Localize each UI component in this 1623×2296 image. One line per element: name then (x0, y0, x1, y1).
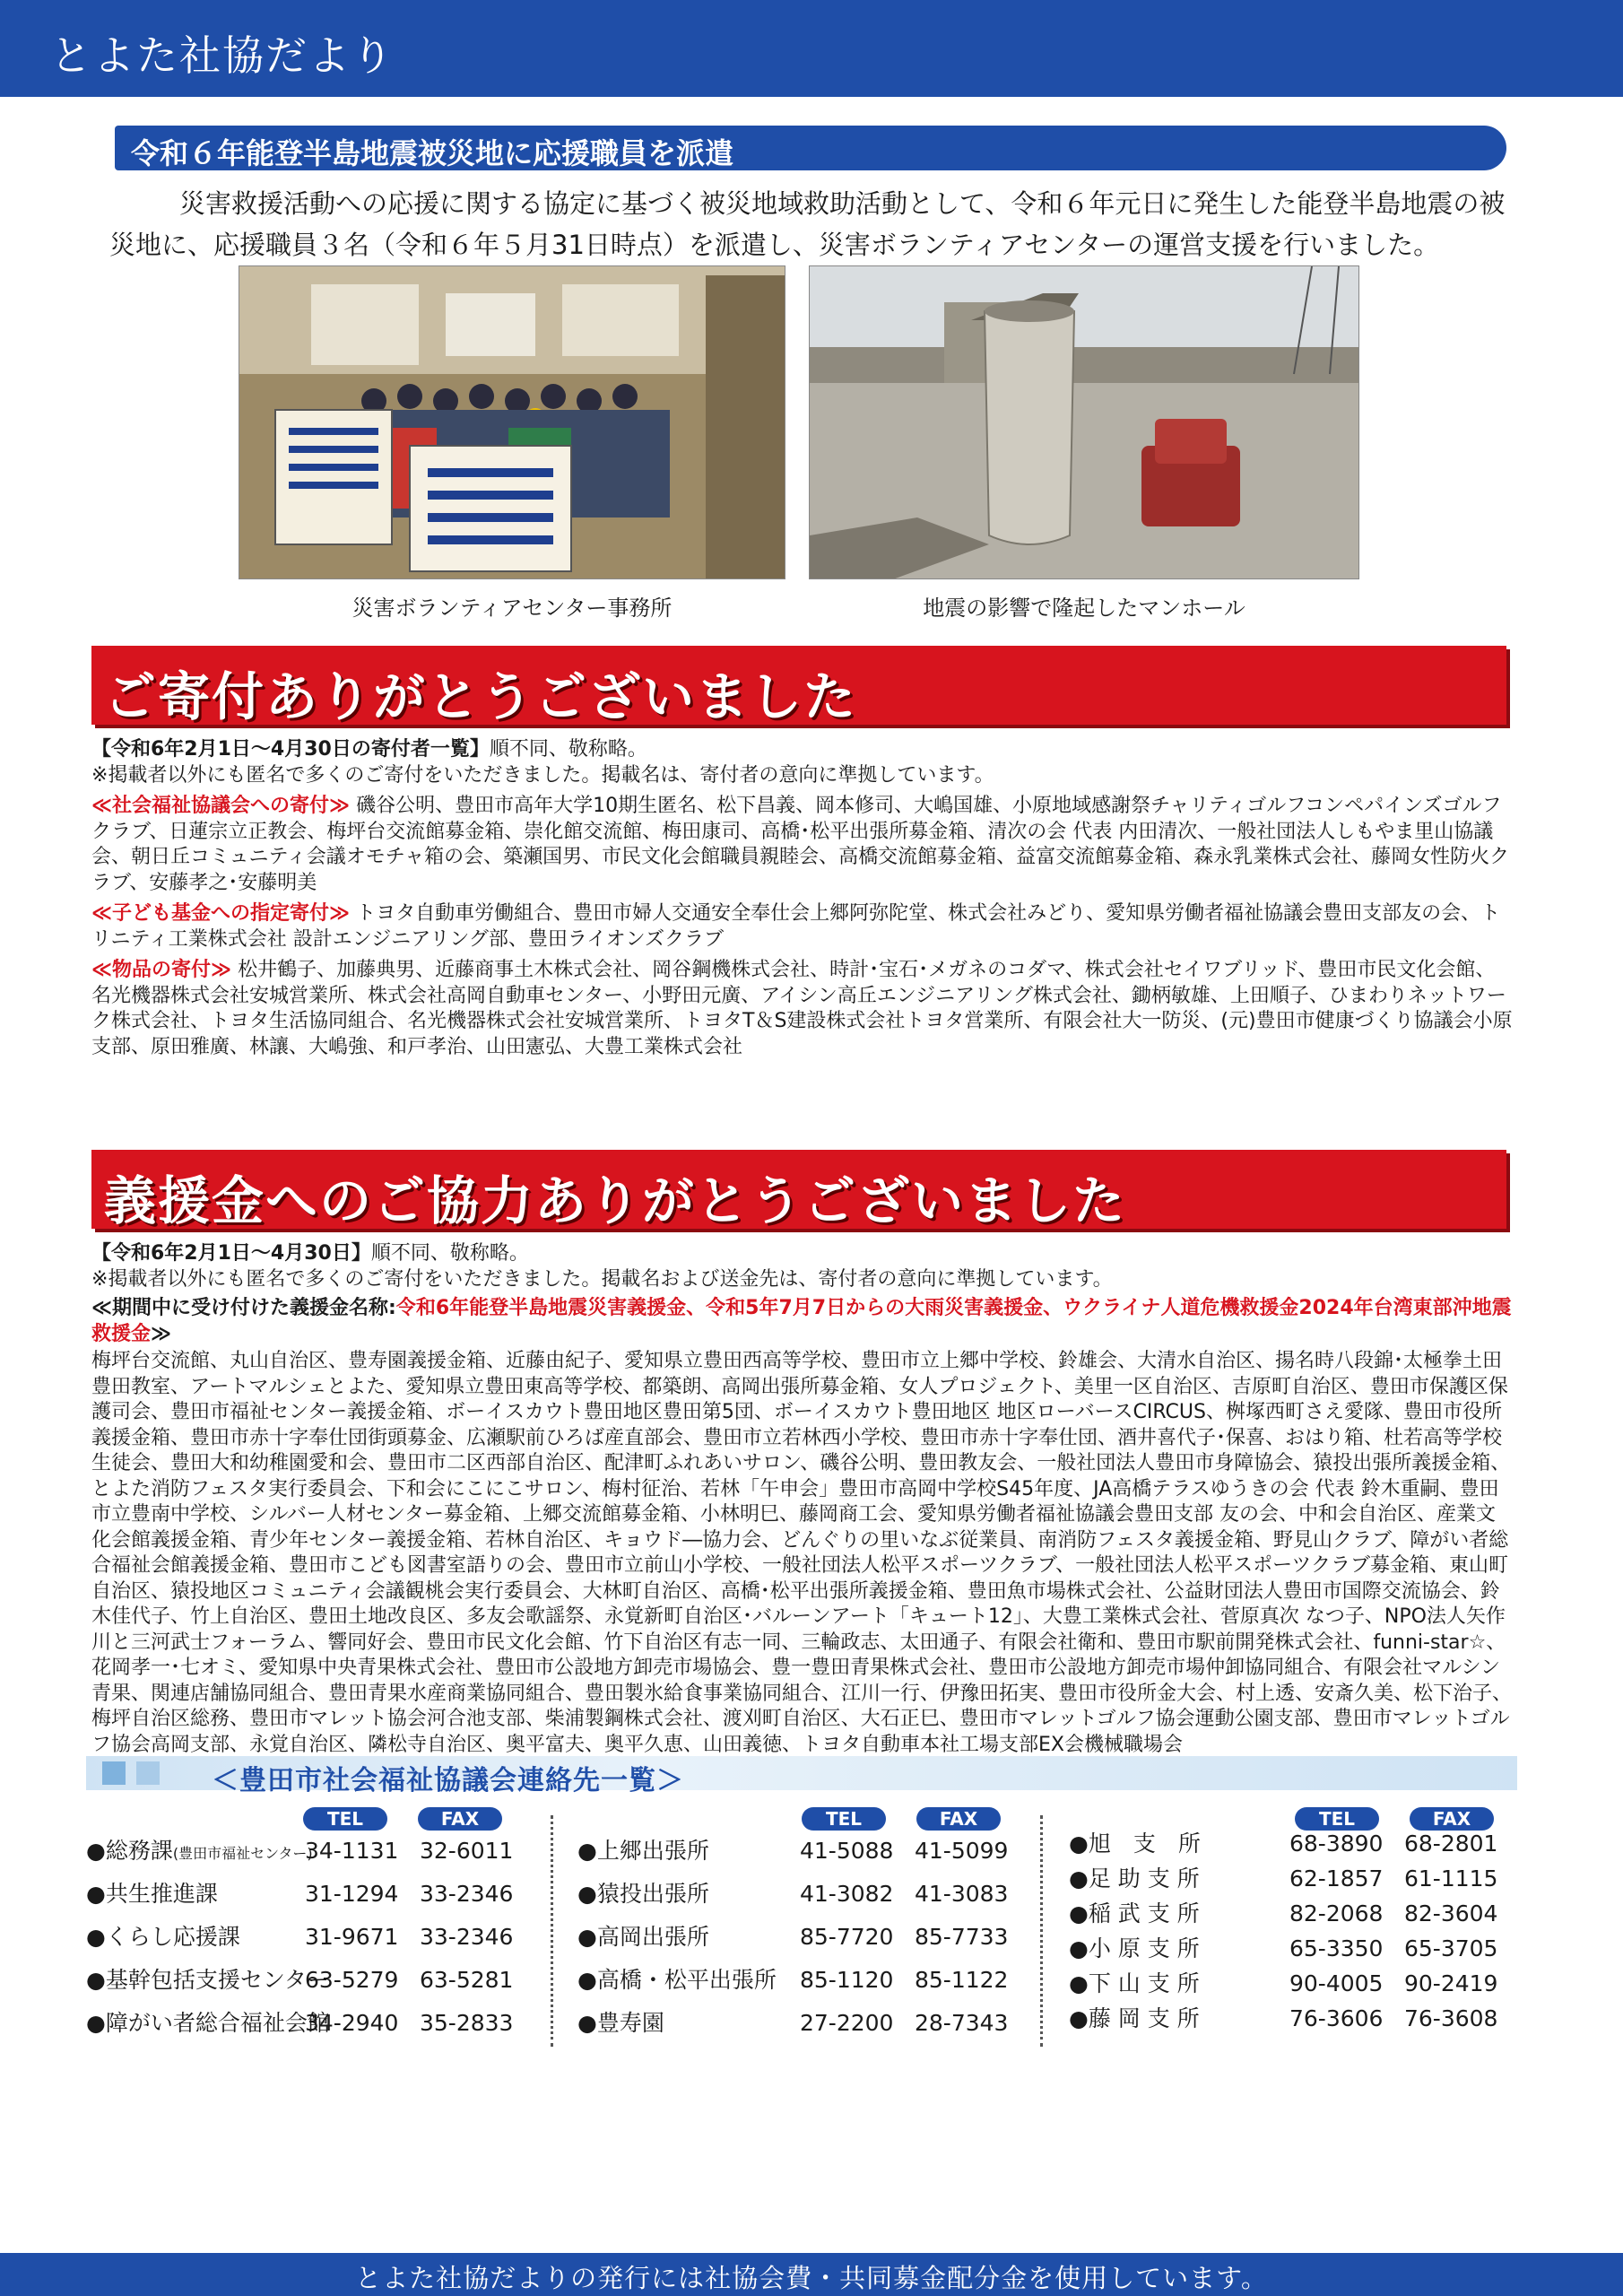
contact-fax: 28-7343 (915, 2010, 1009, 2036)
photo-caption-manhole: 地震の影響で隆起したマンホール (923, 596, 1245, 621)
contact-fax: 68-2801 (1404, 1831, 1498, 1857)
relief-banner-text: 義援金へのご協力ありがとうございました (104, 1170, 1127, 1231)
contact-name: ●高橋・松平出張所 (577, 1967, 777, 1993)
contact-tel: 34-2940 (305, 2010, 399, 2036)
relief-period-line (91, 1241, 1514, 1267)
contact-name: ●高岡出張所 (577, 1924, 709, 1950)
contact-tel: 65-3350 (1289, 1935, 1384, 1961)
photo-caption-volunteer-center: 災害ボランティアセンター事務所 (352, 596, 673, 621)
intro-paragraph: 災害救援活動への応援に関する協定に基づく被災地域救助活動として、令和６年元日に発生した能登半島地震の被災地に、応援職員３名（令和６年５月31日時点）を派遣し、災害ボランティアセンターの運営支援を行いました。 (109, 188, 1506, 260)
relief-funds-label: ≪期間中に受け付けた義援金名称: (91, 1297, 396, 1319)
contact-name: ●障がい者総合福祉会館 (86, 2010, 330, 2036)
relief-funds-line (91, 1296, 1514, 1347)
donation-group-label: ≪物品の寄付≫ (91, 959, 232, 981)
tel-label: TEL (303, 1807, 387, 1831)
donations-period: 【令和6年2月1日～4月30日の寄付者一覧】 (91, 738, 490, 761)
section-heading-text: 令和６年能登半島地震被災地に応援職員を派遣 (131, 136, 734, 170)
donation-group-label: ≪子ども基金への指定寄付≫ (91, 902, 351, 925)
heading-square-decoration (136, 1761, 160, 1785)
donation-group-text: 磯谷公明、豊田市高年大学10期生匿名、松下昌義、岡本修司、大嶋国雄、小原地域感謝祭チャリティゴルフコンペパインズゴルフクラブ、日蓮宗立正教会、梅坪台交流館募金箱、崇化館交流館、梅田康司、高橋･松平出張所募金箱、清次の会 代表 内田清次、一般社団法人しもやま里山協議会、朝日丘コミュニティ会議オモチャ箱の会、築瀬国男、市民文化会館職員親睦会、高橋交流館募金箱、益富交流館募金箱、森永乳業株式会社、藤岡女性防火クラブ、安藤孝之･安藤明美 (91, 795, 1510, 894)
relief-banner (91, 1150, 1506, 1229)
donations-banner (91, 646, 1506, 725)
contact-name: ●小 原 支 所 (1069, 1935, 1200, 1961)
contact-tel: 68-3890 (1289, 1831, 1384, 1857)
contact-fax: 32-6011 (420, 1838, 514, 1864)
donation-group-text: 松井鶴子、加藤典男、近藤商事土木株式会社、岡谷鋼機株式会社、時計･宝石･メガネのコダマ、株式会社セイワブリッド、豊田市民文化会館、名光機器株式会社安城営業所、株式会社高岡自動車センター、小野田元廣、アイシン高丘エンジニアリング株式会社、鋤柄敏雄、上田順子、ひまわりネットワーク株式会社、トヨタ生活協同組合、名光機器株式会社安城営業所、トヨタT＆S建設株式会社トヨタ営業所、有限会社大一防災、(元)豊田市健康づくり協議会小原支部、原田雅廣、林讓、大嶋強、和戸孝治、山田憲弘、大豊工業株式会社 (91, 959, 1513, 1058)
header-bar (0, 0, 1623, 97)
donation-group-welfare (91, 794, 1514, 896)
relief-period: 【令和6年2月1日～4月30日】 (91, 1242, 371, 1265)
contact-row (86, 2007, 534, 2039)
contact-name: ●総務課(豊田市福祉センター) (86, 1838, 313, 1864)
contact-name: ●猿投出張所 (577, 1881, 709, 1907)
contact-tel: 90-4005 (1289, 1970, 1384, 1996)
contact-name: ●足 助 支 所 (1069, 1866, 1200, 1892)
contact-row (86, 1964, 534, 1996)
contact-row (86, 1878, 534, 1910)
raised-manhole-illustration (810, 266, 1359, 579)
contact-name: ●くらし応援課 (86, 1924, 240, 1950)
column-divider (1040, 1815, 1043, 2047)
tel-label: TEL (802, 1807, 886, 1831)
contact-tel: 31-1294 (305, 1881, 399, 1907)
contact-row (577, 2007, 1044, 2039)
relief-funds-names: 令和6年能登半島地震災害義援金、令和5年7月7日からの大雨災害義援金、ウクライナ人道危機救援金2024年台湾東部沖地震救援金 (91, 1297, 1512, 1345)
contact-row (1069, 1863, 1535, 1895)
contact-tel: 76-3606 (1289, 2005, 1384, 2031)
donation-group-goods (91, 958, 1514, 1060)
contact-fax: 65-3705 (1404, 1935, 1498, 1961)
fax-label: FAX (418, 1807, 502, 1831)
contact-tel: 62-1857 (1289, 1866, 1384, 1892)
volunteer-center-illustration (239, 266, 785, 579)
donation-group-label: ≪社会福祉協議会への寄付≫ (91, 795, 351, 817)
fax-label: FAX (916, 1807, 1001, 1831)
contact-fax: 85-1122 (915, 1967, 1009, 1993)
donations-period-line (91, 737, 1514, 763)
contact-tel: 31-9671 (305, 1924, 399, 1950)
donation-group-text: トヨタ自動車労働組合、豊田市婦人交通安全奉仕会上郷阿弥陀堂、株式会社みどり、愛知県労働者福祉協議会豊田支部友の会、トリニティ工業株式会社 設計エンジニアリング部、豊田ライオンズクラブ (91, 902, 1501, 951)
contact-row (1069, 1898, 1535, 1930)
contact-name: ●稲 武 支 所 (1069, 1900, 1200, 1926)
contact-fax: 82-3604 (1404, 1900, 1498, 1926)
contact-tel: 34-1131 (305, 1838, 399, 1864)
relief-funds-close: ≫ (151, 1322, 172, 1345)
relief-note: ※掲載者以外にも匿名で多くのご寄付をいただきました。掲載名および送金先は、寄付者の意向に準拠しています。 (91, 1267, 1113, 1291)
donations-period-note: 順不同、敬称略。 (489, 738, 647, 761)
contact-name: ●豊寿園 (577, 2010, 664, 2036)
contact-name: ●共生推進課 (86, 1881, 218, 1907)
contact-fax: 61-1115 (1404, 1866, 1498, 1892)
contact-tel: 85-7720 (800, 1924, 894, 1950)
column-divider (551, 1815, 553, 2047)
contact-name: ●旭 支 所 (1069, 1831, 1201, 1857)
contact-row (1069, 2003, 1535, 2035)
heading-square-decoration (102, 1761, 126, 1785)
contact-tel: 27-2200 (800, 2010, 894, 2036)
contact-tel: 82-2068 (1289, 1900, 1384, 1926)
contact-fax: 41-5099 (915, 1838, 1009, 1864)
footer-text: とよた社協だよりの発行には社協会費・共同募金配分金を使用しています。 (355, 2263, 1268, 2293)
donations-banner-text: ご寄付ありがとうございました (104, 666, 858, 727)
contact-name: ●藤 岡 支 所 (1069, 2005, 1200, 2031)
contact-fax: 90-2419 (1404, 1970, 1498, 1996)
tel-label: TEL (1295, 1807, 1379, 1831)
donation-group-children (91, 901, 1514, 952)
newsletter-title: とよた社協だより (50, 31, 395, 80)
contact-tel: 85-1120 (800, 1967, 894, 1993)
contact-row (577, 1921, 1044, 1953)
relief-period-note: 順不同、敬称略。 (370, 1242, 529, 1265)
contact-row (1069, 1933, 1535, 1965)
donations-list (91, 737, 1514, 1065)
contact-row (577, 1878, 1044, 1910)
photo-raised-manhole (809, 265, 1359, 579)
contact-fax: 33-2346 (420, 1924, 514, 1950)
donations-note: ※掲載者以外にも匿名で多くのご寄付をいただきました。掲載名は、寄付者の意向に準拠しています。 (91, 763, 994, 787)
contact-row (1069, 1828, 1535, 1860)
relief-list (91, 1241, 1514, 1758)
contact-row (86, 1921, 534, 1953)
footer-bar (0, 2253, 1623, 2296)
contact-name: ●下 山 支 所 (1069, 1970, 1200, 1996)
contact-fax: 41-3083 (915, 1881, 1009, 1907)
contact-row (1069, 1968, 1535, 2000)
contact-fax: 63-5281 (420, 1967, 514, 1993)
contact-tel: 41-5088 (800, 1838, 894, 1864)
contact-list-heading (86, 1756, 1517, 1796)
contact-tel: 63-5279 (305, 1967, 399, 1993)
section-heading-dispatch (115, 126, 1506, 170)
contact-name: ●基幹包括支援センター (86, 1967, 329, 1993)
photo-volunteer-center (239, 265, 785, 579)
relief-donors: 梅坪台交流館、丸山自治区、豊寿園義援金箱、近藤由紀子、愛知県立豊田西高等学校、豊田市立上郷中学校、鈴雄会、大清水自治区、揚名時八段錦･太極拳土田豊田教室、アートマルシェとよた、愛知県立豊田東高等学校、都築朗、高岡出張所募金箱、女人プロジェクト、美里一区自治区、吉原町自治区、豊田市保護区保護司会、豊田市福祉センター義援金箱、ボーイスカウト豊田地区豊田第5団、ボーイスカウト豊田地区 地区ローバースCIRCUS、桝塚西町さえ愛隊、豊田市役所義援金箱、豊田市赤十字奉仕団街頭募金、広瀬駅前ひろば産直部会、豊田市立若林西小学校、豊田市赤十字奉仕団、酒井喜代子･保喜、おはり箱、杜若高等学校生徒会、豊田大和幼稚園愛和会、豊田市二区西部自治区、配津町ふれあいサロン、磯谷公明、豊田教友会、一般社団法人豊田市身障協会、猿投出張所義援金箱、とよた消防フェスタ実行委員会、下和会にこにこサロン、梅村征治、若林「午申会」豊田市高岡中学校S45年度、JA高橋テラスゆうきの会 代表 鈴木重嗣、豊田市立豊南中学校、シルバー人材センター募金箱、上郷交流館募金箱、小林明巳、藤岡商工会、愛知県労働者福祉協議会豊田支部 友の会、中和会自治区、産業文化会館義援金箱、青少年センター義援金箱、若林自治区、キョウド―協力会、どんぐりの里いなぶ従業員、南消防フェスタ義援金箱、野見山クラブ、障がい者総合福祉会館義援金箱、豊田市こども図書室語りの会、豊田市立前山小学校、一般社団法人松平スポーツクラブ、一般社団法人松平スポーツクラブ募金箱、東山町自治区、猿投地区コミュニティ会議観桃会実行委員会、大林町自治区、高橋･松平出張所義援金箱、豊田魚市場株式会社、公益財団法人豊田市国際交流協会、鈴木佳代子、竹上自治区、豊田土地改良区、多友会歌謡祭、永覚新町自治区･バルーンアート「キュート12」、大豊工業株式会社、菅原真次 なつ子、NPO法人矢作川と三河武士フォーラム、響同好会、豊田市民文化会館、竹下自治区有志一同、三輪政志、太田通子、有限会社衛和、豊田市駅前開発株式会社、funni-star☆、花岡孝一･七オミ、愛知県中央青果株式会社、豊田市公設地方卸売市場協会、豊一豊田青果株式会社、豊田市公設地方卸売市場仲卸協同組合、有限会社マルシン青果、関連店舗協同組合、豊田青果水産商業協同組合、豊田製氷給食事業協同組合、江川一行、伊豫田拓実、豊田市役所金大会、村上透、安斎久美、松下治子、梅坪自治区総務、豊田市マレット協会河合池支部、柴浦製鋼株式会社、渡刈町自治区、大石正巳、豊田市マレットゴルフ協会運動公園支部、豊田市マレットゴルフ協会高岡支部、永覚自治区、隣松寺自治区、奥平富夫、奥平久恵、山田義徳、トヨタ自動車本社工場支部EX会機械職場会 (91, 1350, 1513, 1756)
contact-fax: 35-2833 (420, 2010, 514, 2036)
contact-heading-text: ＜豊田市社会福祉協議会連絡先一覧＞ (212, 1765, 684, 1796)
contact-tel: 41-3082 (800, 1881, 894, 1907)
contact-fax: 76-3608 (1404, 2005, 1498, 2031)
contact-row (577, 1835, 1044, 1867)
contact-row (86, 1835, 534, 1867)
contact-row (577, 1964, 1044, 1996)
contact-fax: 85-7733 (915, 1924, 1009, 1950)
contact-name: ●上郷出張所 (577, 1838, 709, 1864)
contact-fax: 33-2346 (420, 1881, 514, 1907)
fax-label: FAX (1410, 1807, 1494, 1831)
